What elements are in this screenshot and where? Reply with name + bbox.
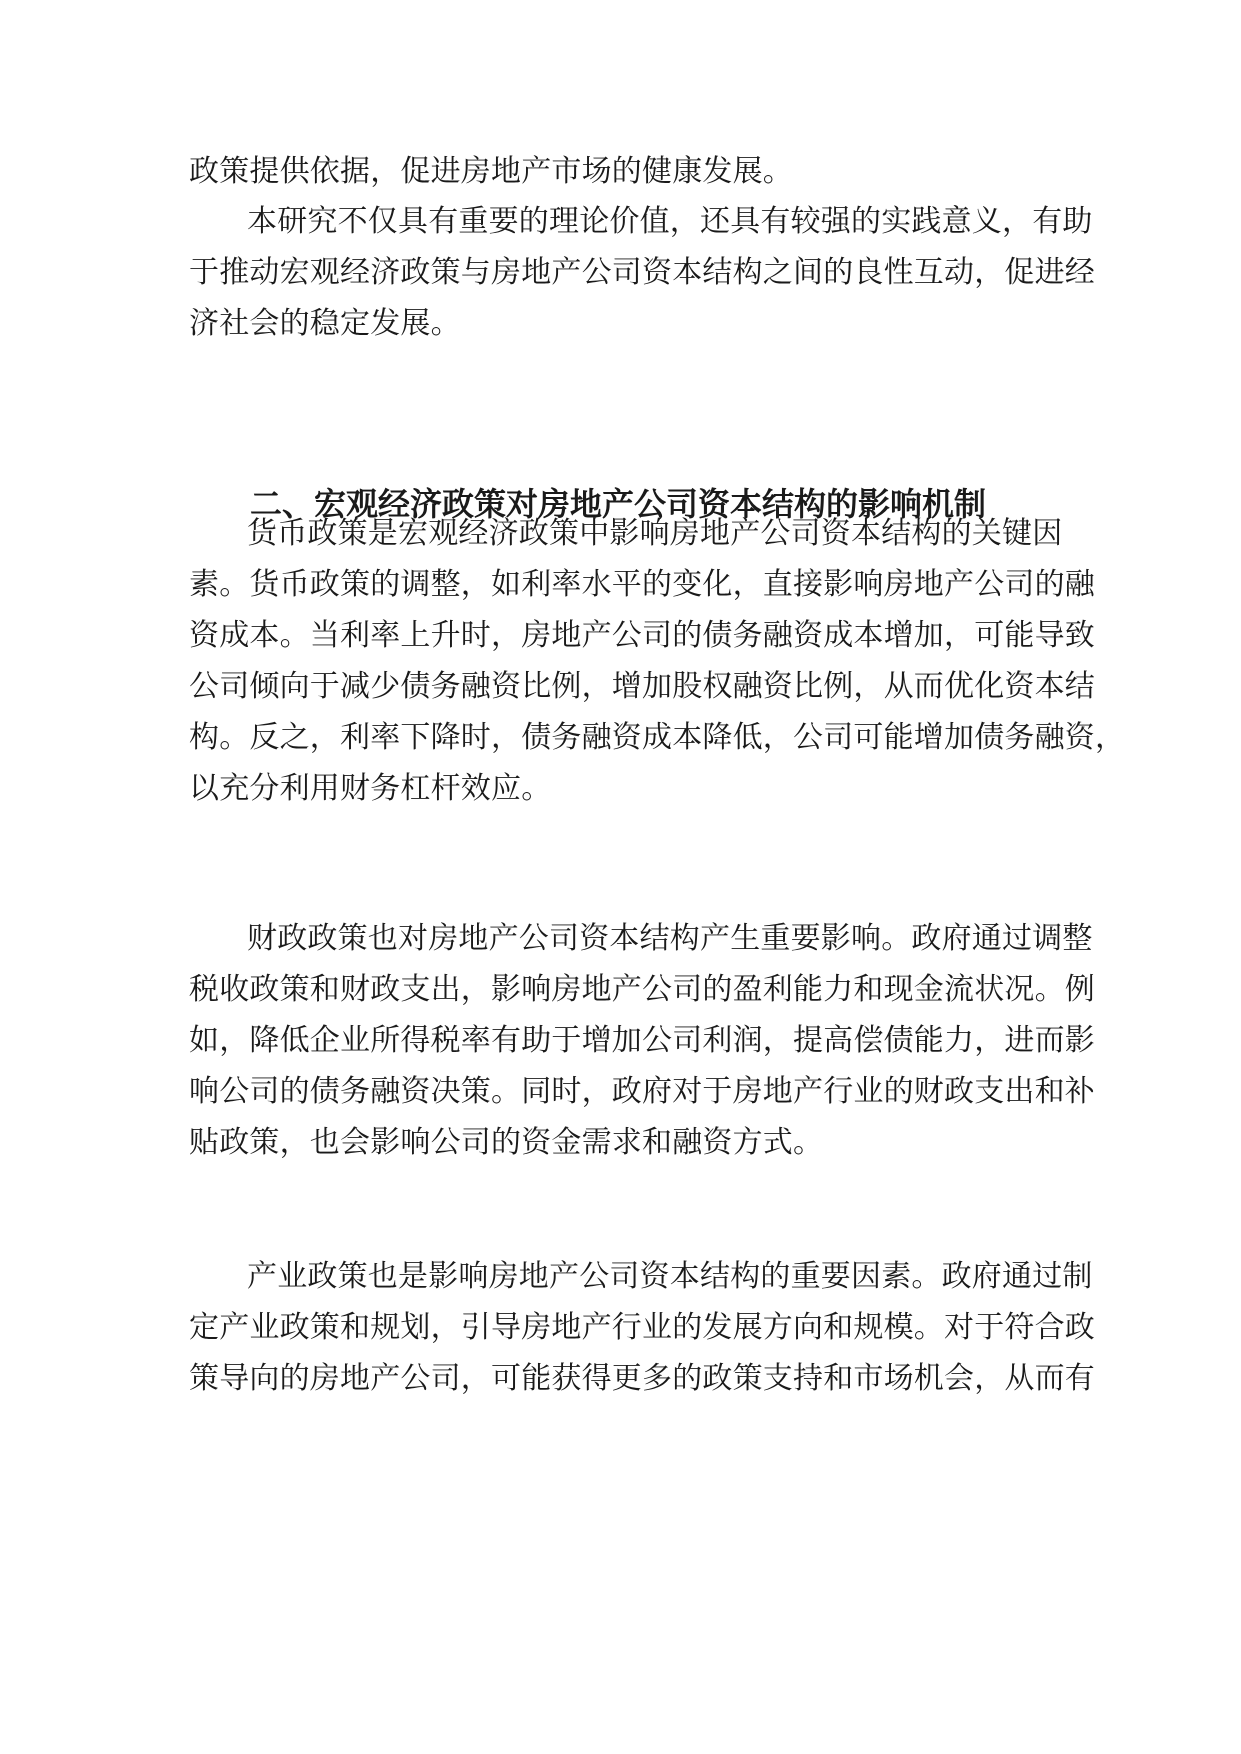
paragraph-line: 贴政策，也会影响公司的资金需求和融资方式。 [189, 1125, 824, 1160]
paragraph-line: 公司倾向于减少债务融资比例，增加股权融资比例，从而优化资本结 [189, 669, 1095, 704]
paragraph-line: 素。货币政策的调整，如利率水平的变化，直接影响房地产公司的融 [189, 567, 1095, 602]
paragraph-line: 如，降低企业所得税率有助于增加公司利润，提高偿债能力，进而影 [189, 1023, 1095, 1058]
paragraph-line: 策导向的房地产公司，可能获得更多的政策支持和市场机会，从而有 [189, 1361, 1095, 1396]
section-heading: 二、宏观经济政策对房地产公司资本结构的影响机制 [250, 485, 987, 523]
paragraph-research-significance [189, 196, 1095, 349]
paragraph-monetary-policy [189, 508, 1126, 814]
paragraph-line: 于推动宏观经济政策与房地产公司资本结构之间的良性互动，促进经 [189, 255, 1095, 290]
paragraph-industrial-policy [189, 1251, 1095, 1404]
paragraph-line: 构。反之，利率下降时，债务融资成本降低，公司可能增加债务融资， [189, 720, 1126, 755]
paragraph-line: 产业政策也是影响房地产公司资本结构的重要因素。政府通过制 [247, 1259, 1093, 1294]
paragraph-line: 响公司的债务融资决策。同时，政府对于房地产行业的财政支出和补 [189, 1074, 1095, 1109]
paragraph-line: 货币政策是宏观经济政策中影响房地产公司资本结构的关键因 [247, 516, 1063, 551]
paragraph-line: 定产业政策和规划，引导房地产行业的发展方向和规模。对于符合政 [189, 1310, 1095, 1345]
paragraph-line: 税收政策和财政支出，影响房地产公司的盈利能力和现金流状况。例 [189, 972, 1095, 1007]
paragraph-line: 政策提供依据，促进房地产市场的健康发展。 [189, 154, 793, 189]
paragraph-line: 资成本。当利率上升时，房地产公司的债务融资成本增加，可能导致 [189, 618, 1095, 653]
paragraph-line: 以充分利用财务杠杆效应。 [189, 771, 552, 806]
paragraph-line: 本研究不仅具有重要的理论价值，还具有较强的实践意义，有助 [247, 204, 1093, 239]
paragraph-line: 财政政策也对房地产公司资本结构产生重要影响。政府通过调整 [247, 921, 1093, 956]
paragraph-fiscal-policy [189, 913, 1095, 1168]
paragraph-line: 济社会的稳定发展。 [189, 306, 461, 341]
paragraph-continuation [189, 146, 1051, 197]
